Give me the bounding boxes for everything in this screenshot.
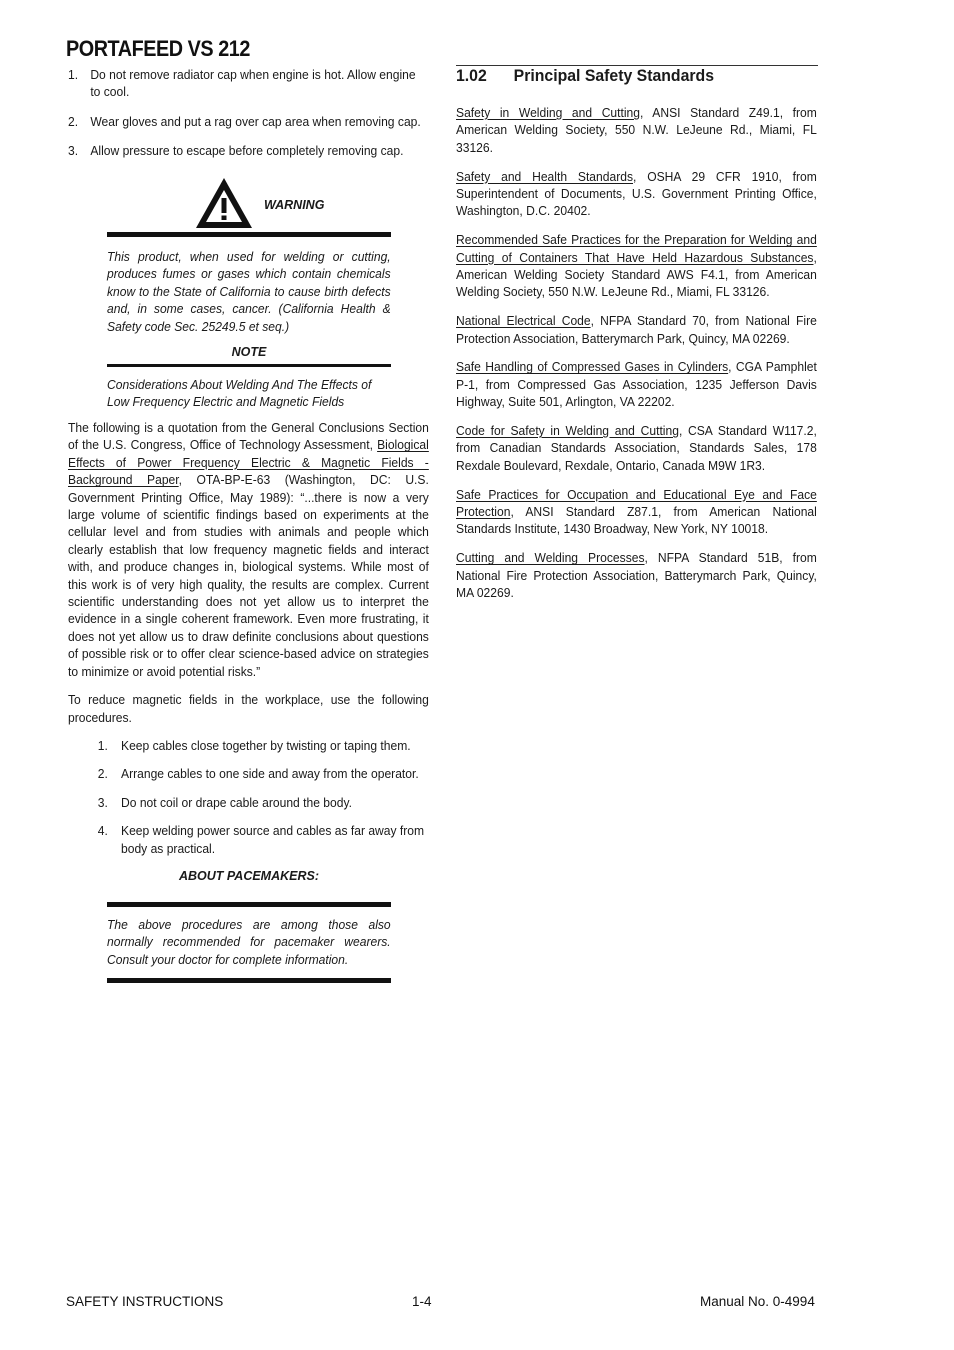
standards-list [456,104,817,613]
list-item: 3. Do not coil or drape cable around the body. [97,794,352,810]
standard-entry: Safety and Health Standards, OSHA 29 CFR 1910, from Superintendent of Documents, U.S. Government Printing Office, Washington, D.C. 20402. [456,168,817,219]
pacemakers-text: The above procedures are among those also normally recommended for pacemaker wearers. Consult your doctor for complete information. [107,917,391,967]
standard-entry: Safe Handling of Compressed Gases in Cylinders, CGA Pamphlet P-1, from Compressed Gas Association, 1235 Jefferson Davis Highway, Suite 501, Arlington, VA 22202. [456,359,817,410]
note-label: NOTE [231,345,267,359]
standard-entry: Code for Safety in Welding and Cutting, CSA Standard W117.2, from Canadian Standards Association, Standards Sales, 178 Rexdale Boulevard, Rexdale, Ontario, Canada M9W 1R3. [456,423,817,473]
radiator-caution-list [68,66,429,160]
warning-text: This product, when used for welding or cutting, produces fumes or gases which contain chemicals know to the State of California to cause birth defects and, in some cases, cancer. (California Health & Safety code Sec. 25249.5 et seq.) [107,249,391,334]
footer-section: SAFETY INSTRUCTIONS [66,1294,224,1309]
section-number: 1.02 [456,66,487,85]
standard-entry: National Electrical Code, NFPA Standard 70, from National Fire Protection Association, Batterymarch Park, Quincy, MA 02269. [456,313,817,346]
pacemakers-bottom-rule [107,978,391,983]
warning-box [107,232,391,335]
section-heading [456,66,714,86]
list-item: 1. Do not remove radiator cap when engine is hot. Allow engine to cool. [68,67,416,100]
ota-quotation: The following is a quotation from the General Conclusions Section of the U.S. Congress, Office of Technology Assessment, Biological Effects of Power Frequency Electric & Magnetic Fields - Background Paper, OTA-BP-E-63 (Washington, DC: U.S. Government Printing Office, May 1989): “...there is now a very large volume of scientific findings based on experiments at the cellular level and from studies with animals and people which clearly establish that low frequency magnetic fields and interact with, and produce changes in, biological systems. While most of this work is of very high quality, the results are complex. Current scientific understanding does not yet allow us to interpret the evidence in a single coherent framework. Even more frustrating, it does not yet allow us to draw definite conclusions about questions of possible risk or to offer clear science-based advice on strategies to minimize or avoid potential risks.” [68,420,429,679]
magnetic-field-procedures [68,737,429,857]
pacemakers-label: ABOUT PACEMAKERS: [178,869,320,883]
warning-label: WARNING [264,198,325,212]
list-item: 4. Keep welding power source and cables as far away from body as practical. [97,823,425,856]
list-item: 2. Wear gloves and put a rag over cap area when removing cap. [68,113,421,129]
document-title: PORTAFEED VS 212 [66,36,250,61]
standard-entry: Safety in Welding and Cutting, ANSI Standard Z49.1, from American Welding Society, 550 N.W. LeJeune Rd., Miami, FL 33126. [456,105,817,155]
reduce-fields-intro: To reduce magnetic fields in the workplace, use the following procedures. [68,692,429,725]
footer-manual-number: Manual No. 0-4994 [700,1294,815,1309]
pacemakers-top-rule [107,902,391,907]
list-item: 1. Keep cables close together by twisting or taping them. [97,737,411,753]
note-text: Considerations About Welding And The Effects of Low Frequency Electric and Magnetic Fields [107,377,372,410]
pacemakers-box [107,869,391,983]
list-item: 2. Arrange cables to one side and away from the operator. [97,766,419,782]
ota-paper-title: Biological Effects of Power Frequency Electric & Magnetic Fields - Background Paper [68,437,429,488]
standard-entry: Recommended Safe Practices for the Preparation for Welding and Cutting of Containers That Have Held Hazardous Substances, American Welding Society Standard AWS F4.1, from American Welding Society, 550 N.W. LeJeune Rd., Miami, FL 33126. [456,232,817,300]
standard-entry: Cutting and Welding Processes, NFPA Standard 51B, from National Fire Protection Association, Batterymarch Park, Quincy, MA 02269. [456,550,817,601]
note-rule [107,364,391,367]
left-column [68,66,429,172]
footer-page-number: 1-4 [412,1294,432,1309]
note-box [107,345,391,411]
standard-entry: Safe Practices for Occupation and Educational Eye and Face Protection, ANSI Standard Z87.1, from American National Standards Institute, 1430 Broadway, New York, NY 10018. [456,486,817,537]
warning-top-rule [107,232,391,237]
section-title: Principal Safety Standards [513,66,714,85]
list-item: 3. Allow pressure to escape before completely removing cap. [68,143,404,159]
left-body [68,419,429,868]
warning-triangle-icon [194,176,254,230]
